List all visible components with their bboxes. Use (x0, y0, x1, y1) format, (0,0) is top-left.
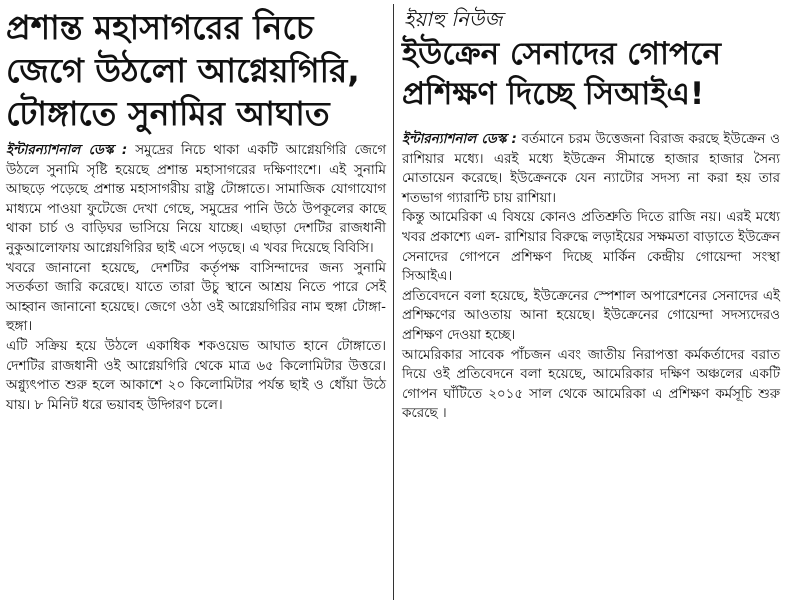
article-paragraph: এটি সক্রিয় হয়ে উঠলে একাধিক শকওয়েভ আঘাত হানে টোঙ্গাতে। দেশটির রাজধানী ওই আগ্নেয়গিরি থেকে মাত্র ৬৫ কিলোমিটার উত্তরে। অগ্ন্যুৎপাত শুরু হলে আকাশে ২০ কিলোমিটার পর্যন্ত ছাই ও ধোঁয়া উঠে যায়। ৮ মিনিট ধরে ভয়াবহ উদ্গিরণ চলে। (6, 338, 386, 413)
article-body (6, 141, 386, 415)
article-tonga-tsunami (6, 6, 386, 415)
article-paragraph: আমেরিকার সাবেক পাঁচজন এবং জাতীয় নিরাপত্তা কর্মকর্তাদের বরাত দিয়ে ওই প্রতিবেদনে বলা হয়েছে, আমেরিকার দক্ষিণ অঞ্চলের একটি গোপন ঘাঁটিতে ২০১৫ সাল থেকে আমেরিকা এ প্রশিক্ষণ কর্মসূচি শুরু করেছে । (402, 347, 780, 422)
article-paragraph: কিন্তু আমেরিকা এ বিষয়ে কোনও প্রতিশ্রুতি দিতে রাজি নয়। এরই মধ্যে খবর প্রকাশ্যে এল- রাশিয়ার বিরুদ্ধে লড়াইয়ের সক্ষমতা বাড়াতে ইউক্রেন সেনাদের গোপনে প্রশিক্ষণ দিচ্ছে মার্কিন কেন্দ্রীয় গোয়েন্দা সংস্থা সিআইএ। (402, 210, 780, 285)
article-body (402, 130, 780, 424)
article-paragraph: খবরে জানানো হয়েছে, দেশটির কর্তৃপক্ষ বাসিন্দাদের জন্য সুনামি সতর্কতা জারি করেছে। যাতে তারা উচু স্থানে আশ্রয় নিতে পারে সেই আহ্বান জানানো হয়েছে। জেগে ওঠা ওই আগ্নেয়গিরির নাম হুঙ্গা টোঙ্গা-হুঙ্গা। (6, 260, 386, 335)
article-headline: ইউক্রেন সেনাদের গোপনে প্রশিক্ষণ দিচ্ছে সিআইএ! (402, 36, 721, 112)
article-cia-ukraine (402, 6, 780, 424)
article-paragraph: ইন্টারন্যাশনাল ডেস্ক : বর্তমানে চরম উত্তেজনা বিরাজ করছে ইউক্রেন ও রাশিয়ার মধ্যে। এরই মধ্যে ইউক্রেন সীমান্তে হাজার হাজার সৈন্য মোতায়েন করেছে। ইউক্রেনকে যেন ন্যাটোর সদস্য না করা হয় তার শতভাগ গ্যারান্টি চায় রাশিয়া। (402, 132, 780, 206)
article-paragraph: প্রতিবেদনে বলা হয়েছে, ইউক্রেনের স্পেশাল অপারেশনের সেনাদের এই প্রশিক্ষণের আওতায় আনা হয়েছে। ইউক্রেনের গোয়েন্দা সদস্যদেরও প্রশিক্ষণ দেওয়া হচ্ছে। (402, 288, 780, 343)
news-source: ইয়াহু নিউজ (404, 7, 503, 31)
dateline: ইন্টারন্যাশনাল ডেস্ক : (6, 143, 128, 158)
dateline: ইন্টারন্যাশনাল ডেস্ক : (402, 132, 517, 147)
article-headline: প্রশান্ত মহাসাগরের নিচে জেগে উঠলো আগ্নেয়গিরি, টোঙ্গাতে সুনামির আঘাত (6, 8, 360, 133)
article-paragraph: ইন্টারন্যাশনাল ডেস্ক : সমুদ্রের নিচে থাকা একটি আগ্নেয়গিরি জেগে উঠলে সুনামি সৃষ্টি হয়েছে প্রশান্ত মহাসাগরের দক্ষিণাংশে। এই সুনামি আছড়ে পড়েছে প্রশান্ত মহাসাগরীয় রাষ্ট্র টোঙ্গাতে। সামাজিক যোগাযোগ মাধ্যমে পাওয়া ফুটেজে দেখা গেছে, সমুদ্রের পানি উঠে উপকূলের কাছে থাকা চার্চ ও বাড়িঘর ভাসিয়ে নিয়ে যাচ্ছে। এছাড়া দেশটির রাজধানী নুকুআলোফায় আগ্নেয়গিরির ছাই এসে পড়ছে। এ খবর দিয়েছে বিবিসি। (6, 143, 386, 256)
column-divider (393, 4, 394, 600)
